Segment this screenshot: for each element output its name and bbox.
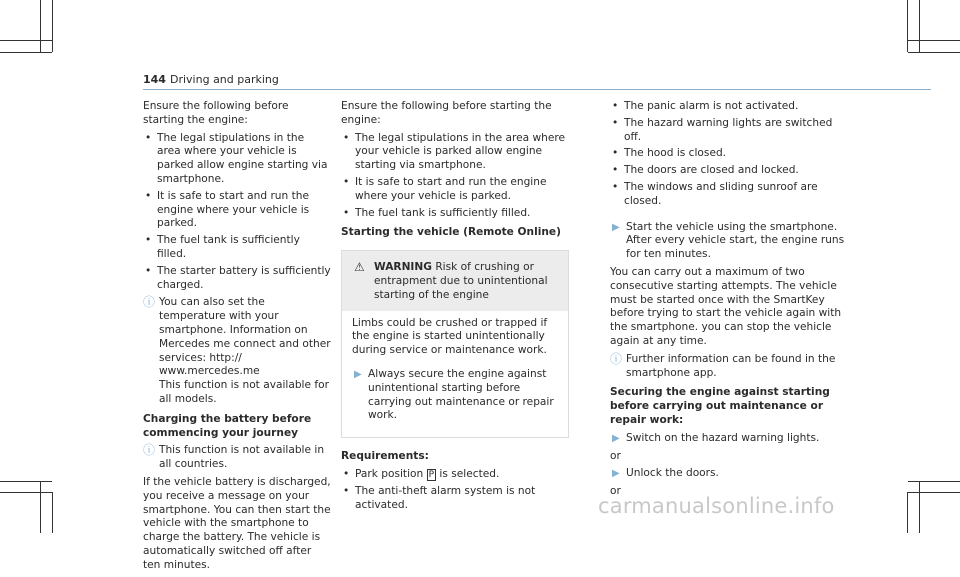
action-step bbox=[352, 368, 558, 423]
column-2 bbox=[341, 100, 569, 516]
crop-mark bbox=[919, 481, 920, 533]
section-heading: Securing the engine against starting before carrying out maintenance or repair work: bbox=[610, 386, 830, 426]
crop-mark bbox=[40, 0, 41, 52]
action-step bbox=[610, 221, 850, 262]
req-text: Park position bbox=[355, 467, 424, 480]
list-item: • The windows and sliding sunroof are closed. bbox=[610, 181, 850, 209]
info-note bbox=[610, 353, 850, 381]
crop-mark bbox=[908, 40, 960, 41]
list-item: • The fuel tank is sufficiently filled. bbox=[143, 234, 331, 262]
list-item: • The panic alarm is not activated. bbox=[610, 100, 850, 114]
body-paragraph: If the vehicle battery is discharged, you receive a message on your smartphone. You can then start the vehicle with the smartphone to charge the battery. The vehicle is automatically switched off after ten minutes. bbox=[143, 475, 331, 571]
list-item: • The hood is closed. bbox=[610, 147, 850, 161]
list-item: • The doors are closed and locked. bbox=[610, 164, 850, 178]
intro-text: Ensure the following before starting the engine: bbox=[341, 100, 552, 126]
crop-mark bbox=[919, 0, 920, 52]
or-text: or bbox=[610, 449, 621, 462]
crop-mark bbox=[0, 481, 52, 482]
info-icon: ⓘ bbox=[143, 443, 156, 458]
page-number: 144 bbox=[143, 73, 166, 86]
action-step bbox=[610, 432, 850, 446]
crop-mark bbox=[908, 481, 960, 482]
list-item: • The anti-theft alarm system is not activated. bbox=[341, 485, 569, 513]
watermark: carmanualsonline.info bbox=[598, 494, 835, 518]
list-item: • The legal stipulations in the area where your vehicle is parked allow engine starting via smartphone. bbox=[341, 132, 569, 173]
arrow-icon: ▶ bbox=[612, 221, 620, 233]
crop-mark bbox=[908, 52, 960, 53]
list-item: • The legal stipulations in the area where your vehicle is parked allow engine starting via smartphone. bbox=[143, 132, 331, 187]
warning-title: Risk of crushing or entrapment due to unintentional starting of the engine bbox=[374, 261, 548, 301]
crop-mark bbox=[0, 40, 52, 41]
requirements-list bbox=[341, 132, 569, 221]
arrow-icon: ▶ bbox=[612, 468, 620, 480]
park-symbol-icon: P bbox=[428, 469, 435, 480]
body-paragraph: You can carry out a maximum of two consecutive starting attempts. The vehicle must be started once with the SmartKey before trying to start the vehicle again with the smartphone. you can stop the vehicle again at any time. bbox=[610, 265, 842, 347]
requirements-list bbox=[143, 132, 331, 293]
info-note bbox=[143, 444, 331, 472]
requirements-list bbox=[341, 468, 569, 512]
column-3 bbox=[610, 100, 850, 502]
crop-mark bbox=[40, 481, 41, 533]
section-heading: Starting the vehicle (Remote Online) bbox=[341, 226, 561, 239]
warning-text: Limbs could be crushed or trapped if the engine is started unintentionally during service or maintenance work. bbox=[352, 316, 548, 357]
arrow-icon: ▶ bbox=[612, 432, 620, 444]
arrow-icon: ▶ bbox=[354, 368, 362, 380]
requirements-list bbox=[610, 100, 850, 209]
note-text: Further information can be found in the smartphone app. bbox=[626, 352, 836, 379]
req-text: is selected. bbox=[439, 467, 500, 480]
list-item: • The hazard warning lights are switched off. bbox=[610, 117, 850, 145]
action-step bbox=[610, 467, 850, 481]
list-item: • It is safe to start and run the engine where your vehicle is parked. bbox=[341, 176, 569, 204]
note-text: You can also set the temperature with your smartphone. Information on Mercedes me connect and other services: http:// www.mercedes.me bbox=[159, 296, 331, 378]
crop-mark bbox=[0, 492, 52, 493]
note-text: This function is not available in all countries. bbox=[159, 444, 325, 471]
crop-mark bbox=[52, 0, 53, 52]
step-text: Start the vehicle using the smartphone. After every vehicle start, the engine runs for ten minutes. bbox=[626, 220, 845, 261]
or-text: or bbox=[610, 485, 621, 498]
step-text: Unlock the doors. bbox=[626, 467, 719, 480]
crop-mark bbox=[0, 52, 52, 53]
warning-label: WARNING bbox=[374, 261, 432, 274]
info-icon: ⓘ bbox=[610, 351, 623, 366]
section-heading: Charging the battery before commencing your journey bbox=[143, 412, 312, 439]
list-item: • The fuel tank is sufficiently filled. bbox=[341, 207, 569, 221]
list-item: • It is safe to start and run the engine where your vehicle is parked. bbox=[143, 190, 331, 231]
header-rule bbox=[143, 89, 931, 90]
warning-icon: ⚠ bbox=[354, 260, 365, 275]
info-note bbox=[143, 296, 331, 406]
note-text: This function is not available for all models. bbox=[159, 379, 329, 405]
step-text: Switch on the hazard warning lights. bbox=[626, 431, 820, 444]
requirements-heading: Requirements: bbox=[341, 450, 429, 463]
info-icon: ⓘ bbox=[143, 295, 156, 310]
crop-mark bbox=[52, 492, 53, 533]
crop-mark bbox=[907, 0, 908, 52]
warning-body bbox=[342, 311, 568, 438]
column-1 bbox=[143, 100, 331, 577]
warning-header bbox=[342, 251, 568, 310]
intro-text: Ensure the following before starting the engine: bbox=[143, 100, 289, 126]
section-title: Driving and parking bbox=[170, 73, 279, 86]
crop-mark bbox=[907, 492, 908, 533]
crop-mark bbox=[908, 492, 960, 493]
list-item bbox=[341, 468, 569, 482]
warning-box bbox=[341, 250, 569, 438]
list-item: • The starter battery is sufficiently charged. bbox=[143, 265, 331, 293]
step-text: Always secure the engine against unintentional starting before carrying out maintenance or repair work. bbox=[368, 367, 554, 422]
